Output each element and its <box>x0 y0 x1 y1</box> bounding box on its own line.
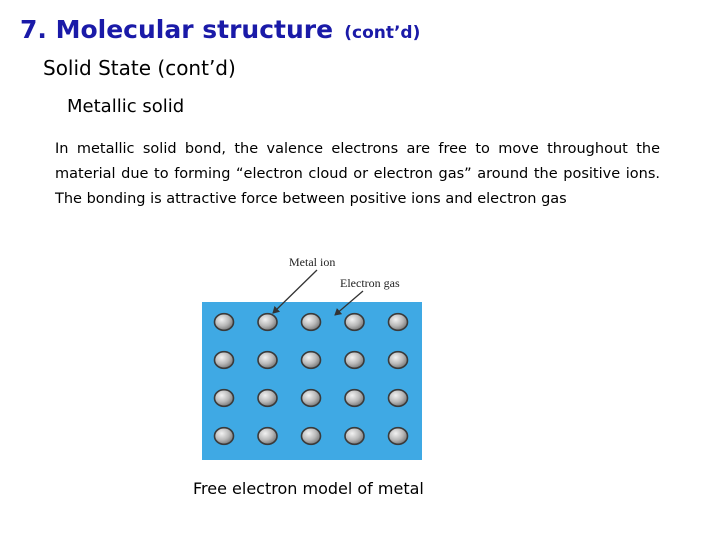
metal-ion <box>215 428 234 445</box>
slide-title-cont: (cont’d) <box>344 23 421 43</box>
metal-ion <box>302 390 321 407</box>
metal-ion <box>345 428 364 445</box>
free-electron-figure <box>190 250 430 460</box>
figure-caption: Free electron model of metal <box>193 479 424 498</box>
metal-ion <box>215 352 234 369</box>
metal-ion <box>345 390 364 407</box>
metal-ion <box>215 314 234 331</box>
metal-ion <box>389 428 408 445</box>
slide-title <box>20 8 420 46</box>
slide-title-main: 7. Molecular structure <box>20 15 334 44</box>
metal-ion <box>258 314 277 331</box>
label-metal-ion: Metal ion <box>289 255 336 269</box>
metal-ion <box>302 428 321 445</box>
body-paragraph: In metallic solid bond, the valence electrons are free to move throughout the material due to forming “electron cloud or electron gas” around the positive ions. The bonding is attractive force between positive ions and electron gas <box>55 141 660 207</box>
label-electron-gas: Electron gas <box>340 276 400 290</box>
metal-ion <box>389 314 408 331</box>
metal-ion <box>258 390 277 407</box>
section-subtitle: Solid State (cont’d) <box>43 56 236 80</box>
metal-ion <box>258 428 277 445</box>
metal-ion <box>215 390 234 407</box>
metal-ion <box>389 390 408 407</box>
metal-ion <box>302 314 321 331</box>
subsection-title: Metallic solid <box>67 96 185 117</box>
metal-ion <box>345 314 364 331</box>
metal-ion <box>258 352 277 369</box>
free-electron-diagram <box>190 250 430 460</box>
metal-ion <box>389 352 408 369</box>
metal-ion <box>302 352 321 369</box>
metal-ion <box>345 352 364 369</box>
